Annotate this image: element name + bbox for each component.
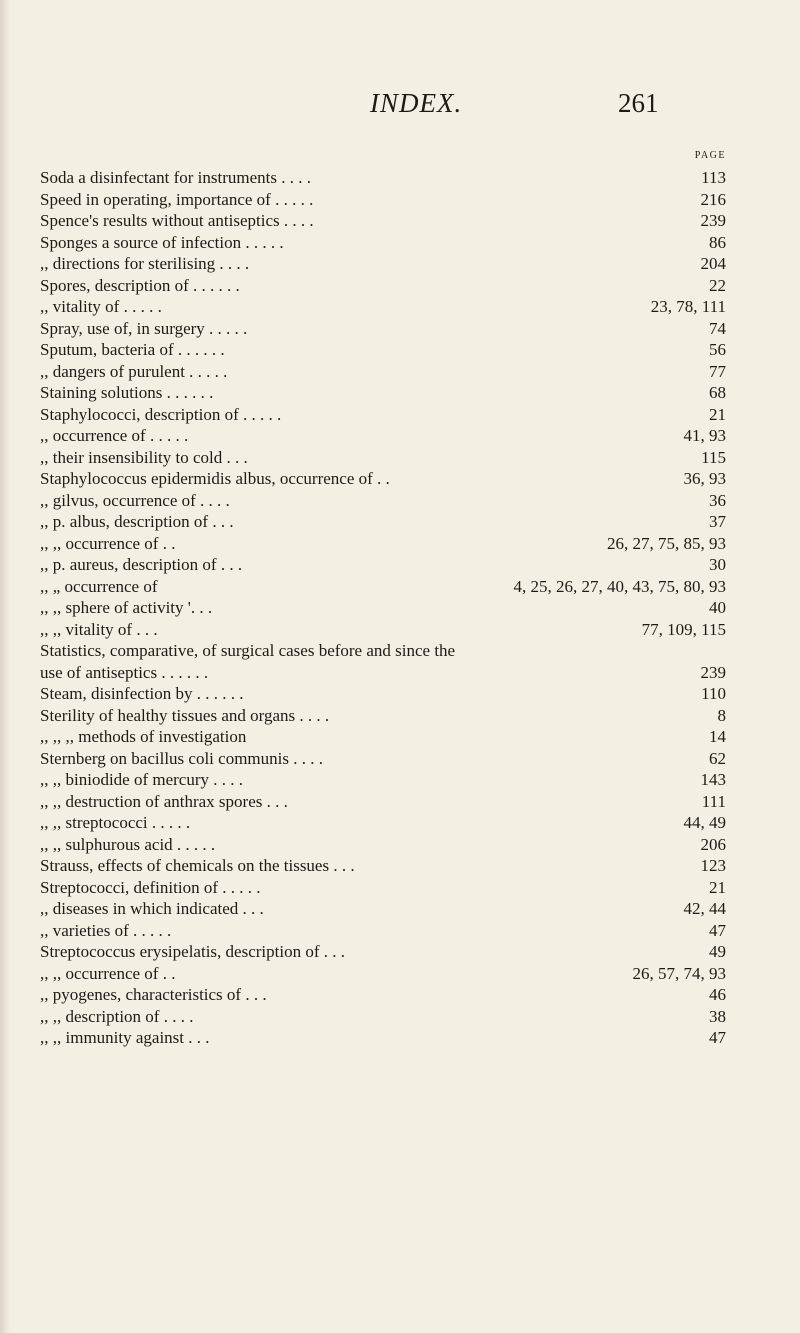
index-entry [40,361,730,383]
index-entry [40,855,730,877]
running-header [0,88,800,128]
page-number: 261 [618,88,659,118]
index-term: ,, ,, description of . . . . [40,1006,194,1026]
index-term: ,, ,, destruction of anthrax spores . . . [40,791,288,811]
index-page-ref: 37 [709,512,726,531]
index-term: ,, ,, sulphurous acid . . . . . [40,834,216,854]
index-entry [40,769,730,791]
index-term: ,, varieties of . . . . . [40,920,172,940]
index-entry [40,705,730,727]
index-page-ref: 22 [709,275,726,295]
index-entry [40,318,730,340]
index-entry [40,877,730,899]
index-page-ref: 68 [709,383,726,402]
index-entry [40,404,730,426]
index-page-ref: 206 [700,834,726,854]
index-page-ref: 49 [709,942,726,961]
index-entry [40,533,730,555]
index-entry [40,447,730,469]
index-term: Steam, disinfection by . . . . . . [40,684,244,703]
index-entry [40,253,730,275]
index-term: ,, ,, biniodide of mercury . . . . [40,770,244,789]
index-term: Soda a disinfectant for instruments . . . . [40,168,312,187]
index-entry [40,984,730,1006]
index-term: ,, ,, occurrence of . . [40,963,176,983]
index-page-ref: 113 [701,168,726,187]
index-entry [40,382,730,404]
index-entry [40,1027,730,1049]
index-entry [40,963,730,985]
index-entry [40,834,730,856]
index-page-ref: 36 [709,490,726,510]
index-page-ref: 115 [701,447,726,467]
index-page-ref: 42, 44 [683,899,726,918]
index-term: ,, dangers of purulent . . . . . [40,361,228,381]
header-title: INDEX. [370,88,463,118]
index-entry [40,1006,730,1028]
index-page-ref: 30 [709,555,726,574]
index-page-ref: 44, 49 [683,813,726,832]
index-term: ,, ,, immunity against . . . [40,1028,210,1047]
index-term: ,, pyogenes, characteristics of . . . [40,985,267,1004]
index-page-ref: 4, 25, 26, 27, 40, 43, 75, 80, 93 [513,576,726,596]
index-term: Staphylococci, description of . . . . . [40,404,282,424]
index-term: Spence's results without antiseptics . . . . [40,211,314,230]
index-entry [40,490,730,512]
index-page-ref: 47 [709,920,726,940]
index-term: Speed in operating, importance of . . . . . [40,189,314,209]
index-page-ref: 216 [700,189,726,209]
index-entry [40,619,730,641]
index-entry [40,232,730,254]
index-page-ref: 56 [709,340,726,359]
index-term: ,, diseases in which indicated . . . [40,899,264,918]
index-entry [40,189,730,211]
index-page-ref: 14 [709,727,726,746]
index-entry [40,425,730,447]
index-entry [40,748,730,770]
index-page-ref: 204 [700,254,726,273]
index-term: ,, p. albus, description of . . . [40,512,234,531]
index-term: Sterility of healthy tissues and organs . . . . [40,705,330,725]
index-term: Streptococci, definition of . . . . . [40,877,261,897]
index-term: Staphylococcus epidermidis albus, occurrence of . . [40,469,390,488]
index-term: ,, gilvus, occurrence of . . . . [40,490,230,510]
index-term: ,, ,, ,, methods of investigation [40,727,247,746]
index-term: ,, ,, sphere of activity '. . . [40,598,213,617]
index-entry [40,296,730,318]
index-page-ref: 21 [709,404,726,424]
index-entry [40,275,730,297]
index-term: Statistics, comparative, of surgical cases before and since the [40,641,456,660]
index-page-ref: 77, 109, 115 [641,619,726,639]
index-entries [40,167,730,1049]
index-entry [40,726,730,748]
index-entry [40,791,730,813]
index-page-ref: 26, 57, 74, 93 [632,963,726,983]
index-page-ref: 239 [700,662,726,682]
index-page-ref: 47 [709,1028,726,1047]
index-entry [40,597,730,619]
index-term: ,, „ occurrence of [40,576,158,596]
index-entry [40,898,730,920]
page-column-label: PAGE [694,150,726,161]
index-entry [40,920,730,942]
index-term: ,, directions for sterilising . . . . [40,254,250,273]
index-entry [40,210,730,232]
index-term: use of antiseptics . . . . . . [40,662,209,682]
index-term: ,, their insensibility to cold . . . [40,447,248,467]
index-entry [40,554,730,576]
index-page-ref: 38 [709,1006,726,1026]
index-entry [40,167,730,189]
index-entry [40,812,730,834]
index-term: ,, p. aureus, description of . . . [40,555,243,574]
index-term: Spores, description of . . . . . . [40,275,240,295]
index-page-ref: 239 [700,211,726,230]
index-page-ref: 62 [709,748,726,768]
index-entry [40,468,730,490]
index-term: ,, ,, streptococci . . . . . [40,813,191,832]
index-page-ref: 77 [709,361,726,381]
index-page-ref: 23, 78, 111 [650,297,726,316]
index-page-ref: 41, 93 [683,426,726,445]
page-edge-shadow [0,0,10,1333]
index-entry [40,683,730,705]
index-entry [40,941,730,963]
index-page-ref: 86 [709,232,726,252]
index-page-ref: 110 [701,684,726,703]
index-entry [40,640,730,662]
index-entry [40,662,730,684]
index-page-ref: 74 [709,318,726,338]
index-term: Sponges a source of infection . . . . . [40,232,284,252]
index-term: Sternberg on bacillus coli communis . . . . [40,748,323,768]
index-page-ref: 46 [709,985,726,1004]
index-term: Strauss, effects of chemicals on the tissues . . . [40,856,355,875]
index-page-ref: 40 [709,598,726,617]
index-page-ref: 8 [717,705,726,725]
index-page-ref: 26, 27, 75, 85, 93 [607,533,726,553]
index-term: Staining solutions . . . . . . [40,383,214,402]
index-entry [40,511,730,533]
index-term: ,, occurrence of . . . . . [40,426,189,445]
index-page-ref: 143 [700,770,726,789]
index-entry [40,339,730,361]
index-term: Streptococcus erysipelatis, description of . . . [40,942,345,961]
index-page-ref: 21 [709,877,726,897]
index-entry [40,576,730,598]
index-term: ,, ,, vitality of . . . [40,619,158,639]
index-page-ref: 123 [700,856,726,875]
index-page-ref: 111 [701,791,726,811]
index-page-ref: 36, 93 [683,469,726,488]
index-term: Spray, use of, in surgery . . . . . [40,318,248,338]
index-term: ,, vitality of . . . . . [40,297,162,316]
index-term: ,, ,, occurrence of . . [40,533,176,553]
index-term: Sputum, bacteria of . . . . . . [40,340,225,359]
